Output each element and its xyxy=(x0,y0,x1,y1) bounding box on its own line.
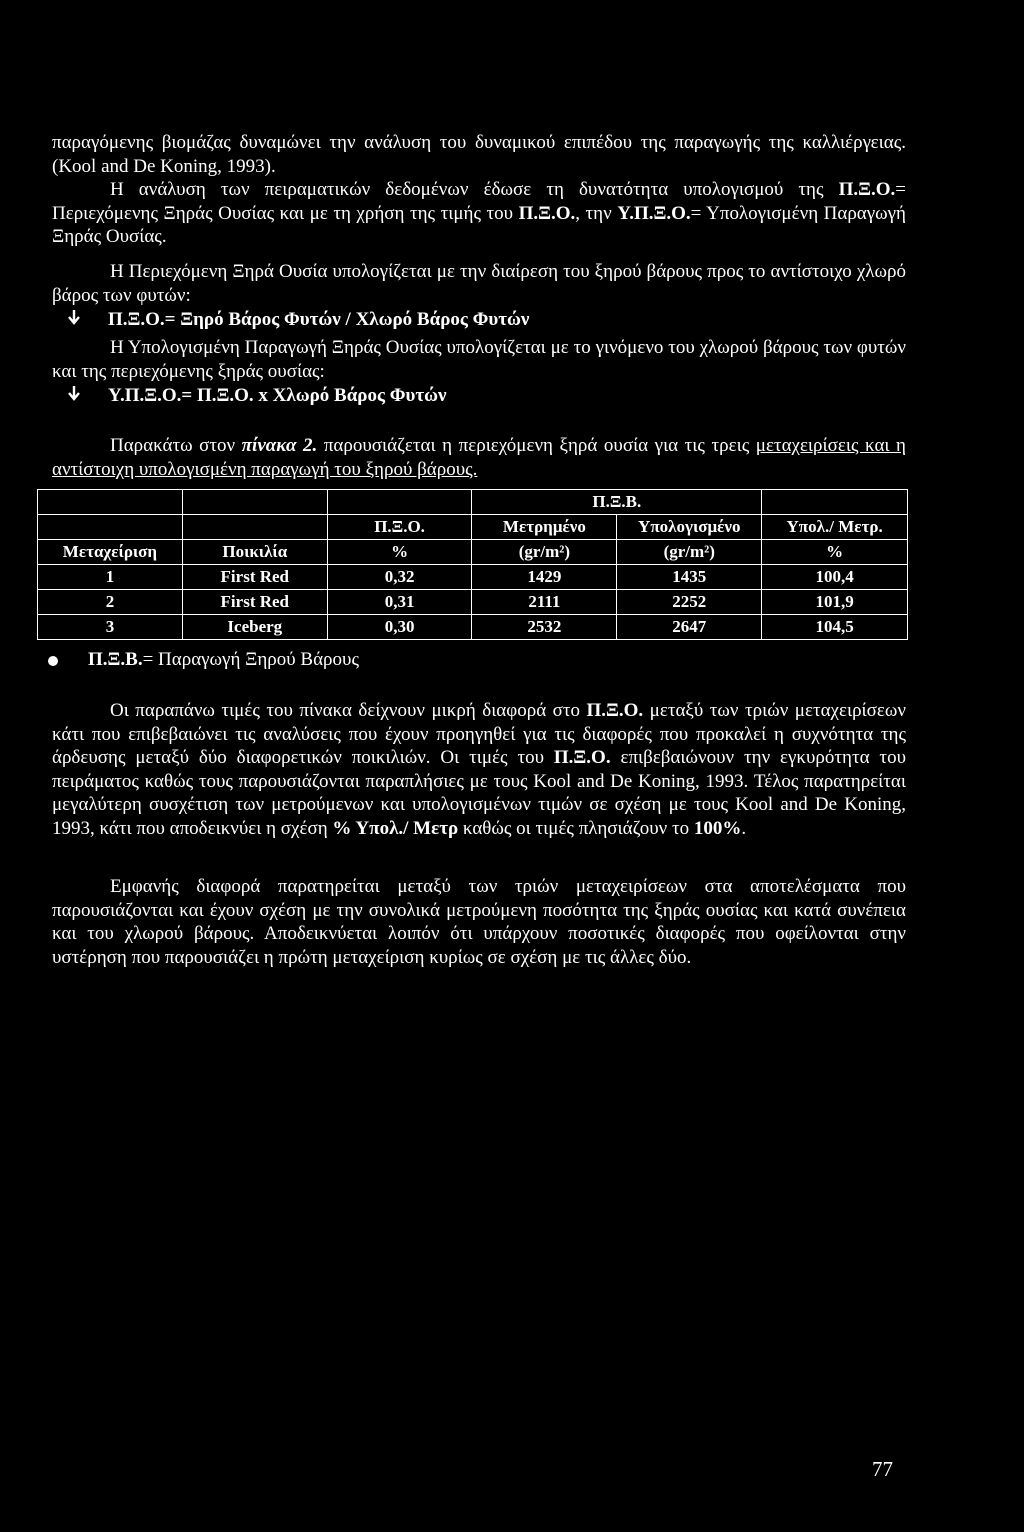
table-row xyxy=(38,590,908,615)
table-cell: 1429 xyxy=(472,565,617,590)
paragraph-calculated-production xyxy=(52,336,906,383)
table-header-cell: (gr/m²) xyxy=(617,540,762,565)
paragraph-analysis xyxy=(52,178,906,249)
table-cell: 2111 xyxy=(472,590,617,615)
table-cell: 104,5 xyxy=(762,615,908,640)
table-footnote xyxy=(48,648,359,672)
paragraph-text: Η ανάλυση των πειραματικών δεδομένων έδωσε τη δυνατότητα υπολογισμού της xyxy=(110,179,839,200)
paragraph-text: . xyxy=(741,817,747,839)
table-cell xyxy=(762,490,908,515)
paragraph-text: καθώς οι τιμές πλησιάζουν το xyxy=(458,817,694,839)
table-cell: 101,9 xyxy=(762,590,908,615)
table-header-cell: Ποικιλία xyxy=(182,540,327,565)
table-header-cell: Μεταχείριση xyxy=(38,540,183,565)
table-header-cell: Μετρημένο xyxy=(472,515,617,540)
table-cell: 1435 xyxy=(617,565,762,590)
table-header-cell: Π.Ξ.Ο. xyxy=(327,515,472,540)
term-percent: 100% xyxy=(693,817,742,839)
page-number: 77 xyxy=(872,1457,893,1481)
table-cell: First Red xyxy=(182,590,327,615)
table-header-cell: (gr/m²) xyxy=(472,540,617,565)
formula-text: Π.Ξ.Ο.= Ξηρό Βάρος Φυτών / Χλωρό Βάρος Φυτών xyxy=(108,309,530,330)
table-cell: 0,32 xyxy=(327,565,472,590)
table-header-row xyxy=(38,515,908,540)
table-header-cell: % xyxy=(762,540,908,565)
paragraph-dry-matter-definition xyxy=(52,260,906,307)
paragraph-text: Παρακάτω στον xyxy=(110,435,242,456)
table-cell: 0,30 xyxy=(327,615,472,640)
paragraph-text: Η Υπολογισμένη Παραγωγή Ξηράς Ουσίας υπολογίζεται με το γινόμενο του χλωρού βάρους των φυτών και της περιεχόμενης ξηράς ουσίας: xyxy=(52,337,906,382)
paragraph-conclusion xyxy=(52,875,906,969)
formula-text: Υ.Π.Ξ.Ο.= Π.Ξ.Ο. x Χλωρό Βάρος Φυτών xyxy=(108,385,447,406)
table-header-row xyxy=(38,490,908,515)
table-cell xyxy=(182,515,327,540)
table-cell xyxy=(182,490,327,515)
footnote-text: = Παραγωγή Ξηρού Βάρους xyxy=(142,649,359,670)
paragraph-text: , την xyxy=(575,202,618,224)
table-header-cell: Υπολ./ Μετρ. xyxy=(762,515,908,540)
table-row xyxy=(38,615,908,640)
paragraph-text: παραγόμενης βιομάζας δυναμώνει την ανάλυση του δυναμικού επιπέδου της παραγωγής της καλλιέργειας. (Kool and De Koning, 1993). xyxy=(52,132,906,177)
arrow-down-icon xyxy=(66,385,82,409)
paragraph-text: μεταξύ των τριών μεταχειρίσεων κάτι που επιβεβαιώνει τις αναλύσεις που έχουν προηγηθεί για τις διαφορές που προκαλεί η συχνότητα της άρδευσης μεταξύ δύο διαφορετικών ποικιλιών. Οι τιμές του xyxy=(52,700,906,768)
table-cell xyxy=(327,490,472,515)
term-pxo: Π.Ξ.Ο. xyxy=(838,179,896,200)
paragraph-text: Η Περιεχόμενη Ξηρά Ουσία υπολογίζεται με την διαίρεση του ξηρού βάρους προς το αντίστοιχο χλωρό βάρος των φυτών: xyxy=(52,261,906,306)
table-header-cell: % xyxy=(327,540,472,565)
table-header-cell: Υπολογισμένο xyxy=(617,515,762,540)
table-cell xyxy=(38,515,183,540)
formula-ypxo xyxy=(66,384,920,409)
paragraph-text: = Υπολογισμένη Παραγωγή Ξηράς Ουσίας. xyxy=(52,202,906,247)
paragraph-underlined: μεταχειρίσεις και η αντίστοιχη υπολογισμένη παραγωγή του ξηρού βάρους. xyxy=(52,435,906,480)
paragraph-text: Εμφανής διαφορά παρατηρείται μεταξύ των τριών μεταχειρίσεων στα αποτελέσματα που παρουσιάζονται και έχουν σχέση με την συνολικά μετρούμενη ποσότητα της ξηράς ουσίας και κατά συνέπεια και του χλωρού βάρους. Αποδεικνύεται λοιπόν ότι υπάρχουν ποσοτικές διαφορές που οφείλονται στην υστέρηση που παρουσιάζει η πρώτη μεταχείριση κυρίως σε σχέση με τις άλλες δύο. xyxy=(52,876,906,968)
bullet-icon xyxy=(48,656,58,666)
table-cell: 2252 xyxy=(617,590,762,615)
term-ypxo: Υ.Π.Ξ.Ο. xyxy=(617,202,691,224)
arrow-down-icon xyxy=(66,309,82,333)
results-table xyxy=(37,489,908,640)
table-cell xyxy=(38,490,183,515)
table-reference: πίνακα 2. xyxy=(241,435,318,456)
table-cell: 1 xyxy=(38,565,183,590)
paragraph-text: παρουσιάζεται η περιεχόμενη ξηρά ουσία για τις τρεις xyxy=(317,435,756,456)
paragraph-discussion xyxy=(52,699,906,840)
paragraph-biomass xyxy=(52,131,906,178)
footnote-term: Π.Ξ.Β. xyxy=(88,649,143,670)
term-pxo: Π.Ξ.Ο. xyxy=(518,202,576,224)
paragraph-table-intro xyxy=(52,434,906,481)
term-pxo: Π.Ξ.Ο. xyxy=(586,700,644,721)
table-cell: 100,4 xyxy=(762,565,908,590)
table-cell: 2647 xyxy=(617,615,762,640)
table-header-row xyxy=(38,540,908,565)
table-cell: Iceberg xyxy=(182,615,327,640)
formula-pxo xyxy=(66,308,920,333)
table-cell: 0,31 xyxy=(327,590,472,615)
term-ratio: % Υπολ./ Μετρ xyxy=(332,817,459,839)
table-row xyxy=(38,565,908,590)
term-pxo: Π.Ξ.Ο. xyxy=(553,747,611,768)
table-group-header: Π.Ξ.Β. xyxy=(472,490,762,515)
table-cell: 3 xyxy=(38,615,183,640)
paragraph-text: επιβεβαιώνουν την εγκυρότητα του πειράματος καθώς τους παρουσιάζονται παραπλήσιες με τους Kool and De Koning, 1993. Τέλος παρατηρείται μεγαλύτερη συσχέτιση των μετρούμενων και υπολογισμένων τιμών σε σχέση με τους Kool and De Koning, 1993, κάτι που αποδεικνύει η σχέση xyxy=(52,747,906,839)
paragraph-text: Οι παραπάνω τιμές του πίνακα δείχνουν μικρή διαφορά στο xyxy=(110,700,587,721)
table-cell: 2532 xyxy=(472,615,617,640)
table-cell: First Red xyxy=(182,565,327,590)
table-cell: 2 xyxy=(38,590,183,615)
paragraph-text: = Περιεχόμενης Ξηράς Ουσίας και με τη χρήση της τιμής του xyxy=(52,179,906,224)
